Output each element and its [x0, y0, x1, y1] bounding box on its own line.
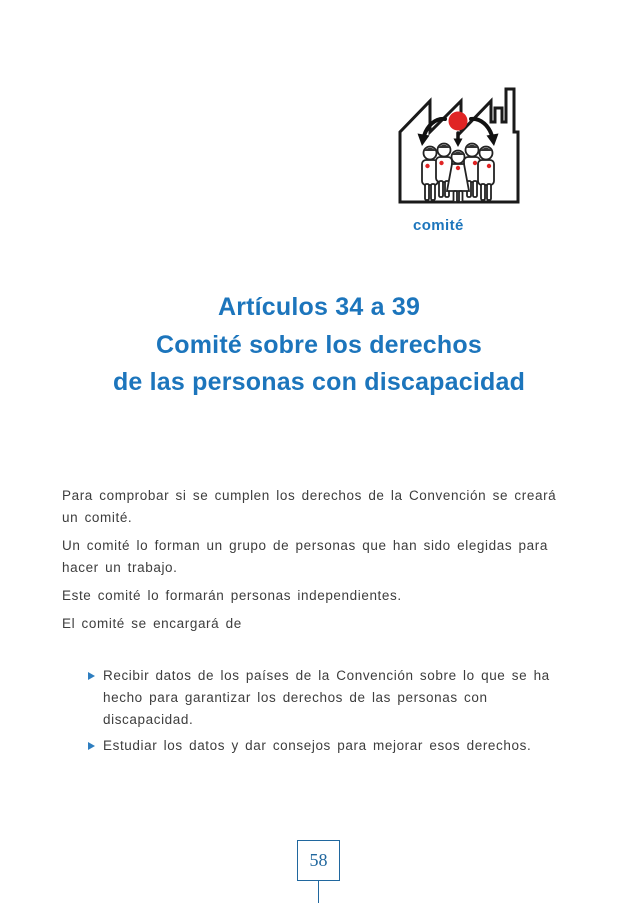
bullet-triangle-icon	[88, 742, 95, 750]
title-line: Comité sobre los derechos	[156, 330, 482, 359]
paragraph: El comité se encargará de	[62, 616, 242, 631]
title-line: de las personas con discapacidad	[112, 368, 526, 396]
paragraph: Este comité lo formarán personas independientes.	[62, 588, 402, 603]
bullet-item	[88, 665, 562, 731]
title-line: Artículos 34 a 39	[217, 293, 421, 321]
page-number: 58	[309, 850, 328, 870]
page-number-box	[297, 840, 340, 881]
paragraph: Un comité lo forman un grupo de personas que han sido elegidas para hacer un trabajo.	[62, 538, 548, 575]
bullet-list	[88, 665, 578, 757]
icon-caption: comité	[413, 217, 464, 234]
bullet-triangle-icon	[88, 672, 95, 680]
bullet-text: Estudiar los datos y dar consejos para mejorar esos derechos.	[103, 738, 532, 753]
footer-tick-line	[318, 881, 319, 903]
hub-dot	[449, 112, 468, 131]
page-title	[0, 289, 638, 402]
paragraph: Para comprobar si se cumplen los derechos de la Convención se creará un comité.	[62, 488, 557, 525]
bullet-item	[88, 735, 562, 757]
committee-factory-icon	[396, 87, 522, 205]
bullet-text: Recibir datos de los países de la Convención sobre lo que se ha hecho para garantizar los derechos de las personas con discapacidad.	[103, 668, 550, 727]
committee-illustration	[396, 87, 522, 234]
body-text	[62, 485, 578, 757]
